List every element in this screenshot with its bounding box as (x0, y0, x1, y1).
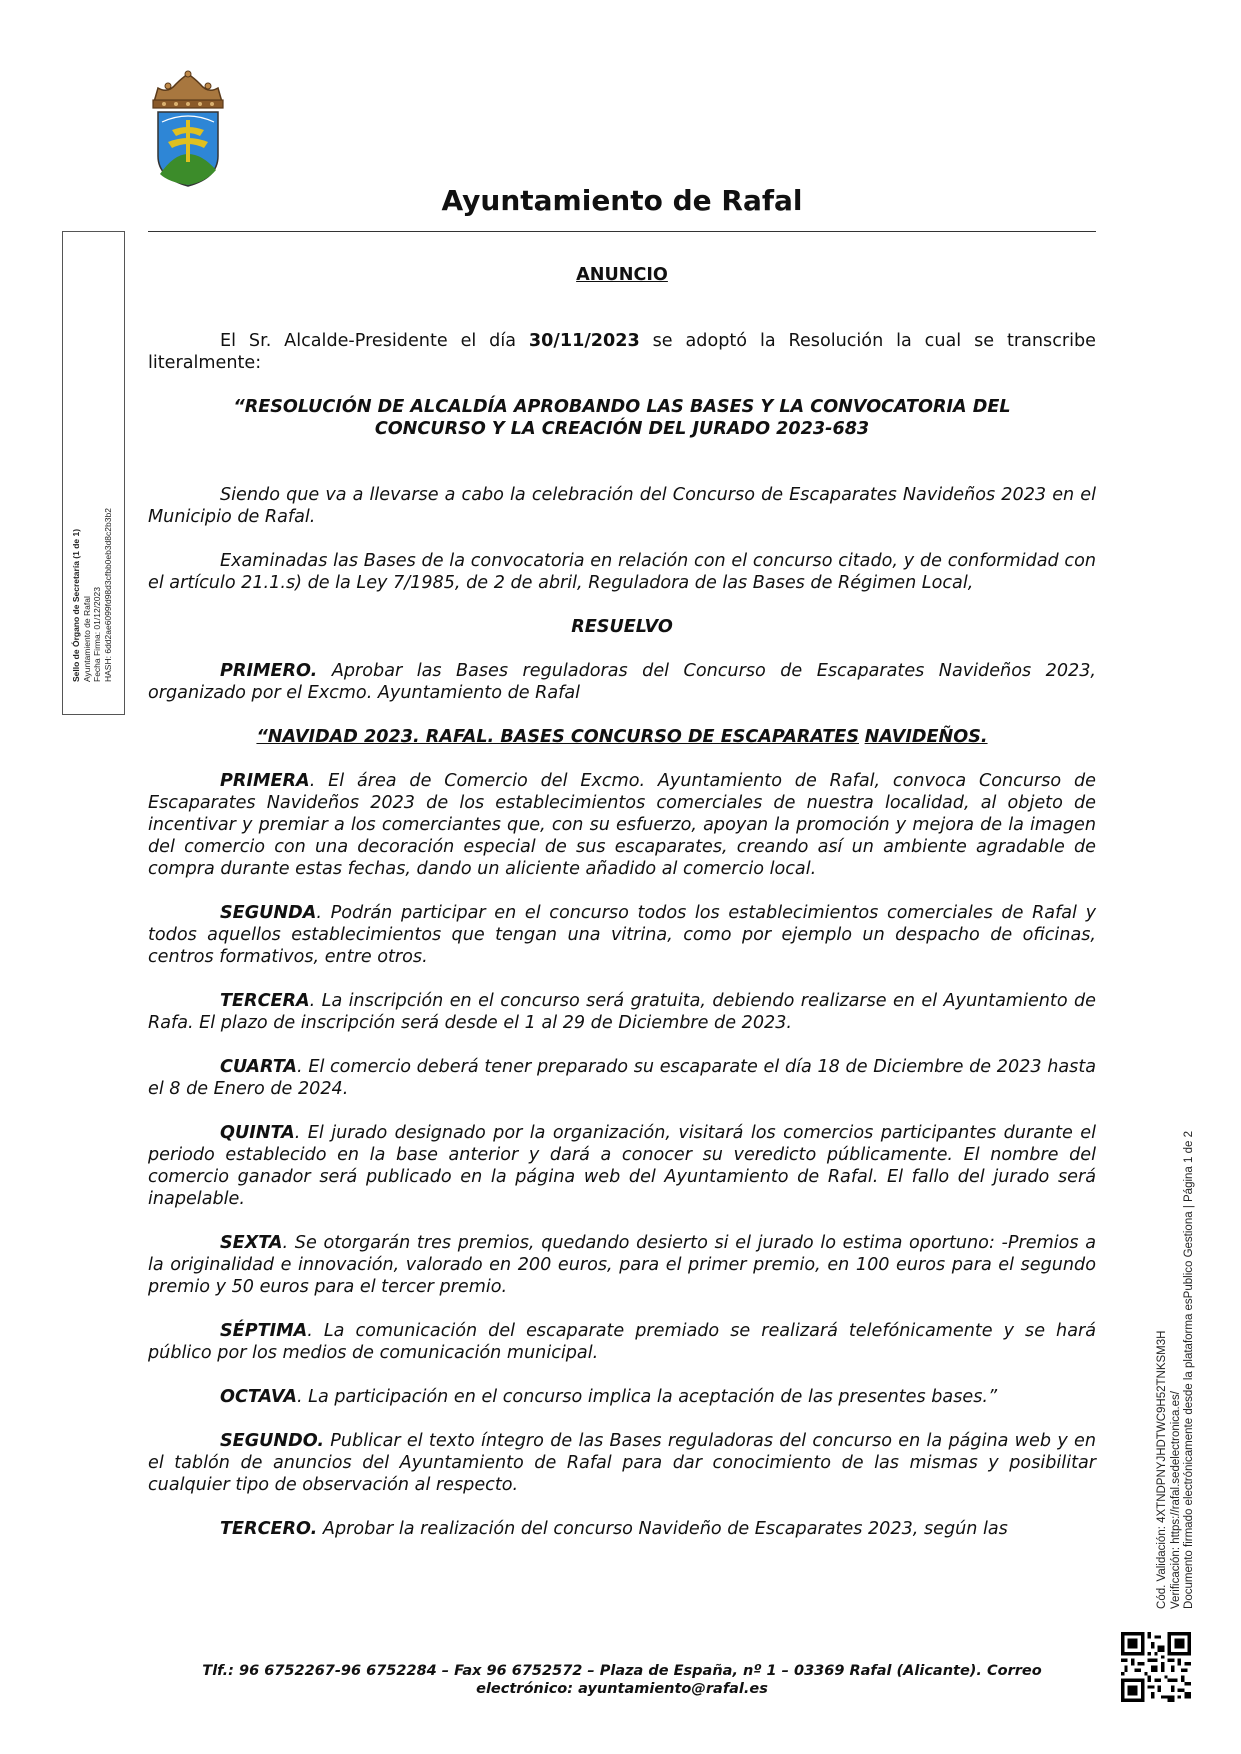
paragraph-tercero: TERCERO. Aprobar la realización del concurso Navideño de Escaparates 2023, según las (220, 1519, 1008, 1539)
verification-note: Documento firmado electrónicamente desde la plataforma esPublico Gestiona | Página 1 de 2 (1182, 1131, 1195, 1609)
verification-text (1156, 1131, 1197, 1609)
base-item: CUARTA. El comercio deberá tener preparado su escaparate el día 18 de Diciembre de 2023 hasta el 8 de Enero de 2024. (148, 1057, 1096, 1099)
intro-date: 30/11/2023 (528, 331, 640, 351)
secretary-seal-text (71, 262, 113, 682)
bases-title: “NAVIDAD 2023. RAFAL. BASES CONCURSO DE ESCAPARATES NAVIDEÑOS. (256, 727, 988, 747)
intro-paragraph: El Sr. Alcalde-Presidente el día 30/11/2023 se adoptó la Resolución la cual se transcribe literalmente: (148, 331, 1096, 373)
verification-code: Cód. Validación: 4XTNDPNYJHDTWC9H52TNKSM3H (1155, 1330, 1168, 1609)
crown-icon (153, 71, 223, 108)
document-body (148, 262, 1096, 1540)
base-item: PRIMERA. El área de Comercio del Excmo. Ayuntamiento de Rafal, convoca Concurso de Escaparates Navideños 2023 de los establecimientos comerciales de nuestra localidad, al objeto de incentivar y premiar a los comerciantes que, con su esfuerzo, apoyan la promoción y mejora de la imagen del comercio con una decoración especial de sus escaparates, creando así un ambiente agradable de compra durante estas fechas, dando un aliciente añadido al comercio local. (148, 771, 1096, 879)
page-title: Ayuntamiento de Rafal (441, 184, 803, 217)
base-item: TERCERA. La inscripción en el concurso será gratuita, debiendo realizarse en el Ayuntamiento de Rafa. El plazo de inscripción será desde el 1 al 29 de Diciembre de 2023. (148, 991, 1096, 1033)
base-item: OCTAVA. La participación en el concurso implica la aceptación de las presentes bases.” (220, 1387, 998, 1407)
resuelvo-heading: RESUELVO (571, 617, 673, 637)
qr-code-icon (1121, 1632, 1191, 1702)
verification-url: Verificación: https://rafal.sedelectronica.es/ (1169, 1391, 1182, 1609)
paragraph-primero: PRIMERO. Aprobar las Bases reguladoras del Concurso de Escaparates Navideños 2023, organizado por el Excmo. Ayuntamiento de Rafal (148, 661, 1096, 703)
paragraph-examinadas: Examinadas las Bases de la convocatoria en relación con el concurso citado, y de conformidad con el artículo 21.1.s) de la Ley 7/1985, de 2 de abril, Reguladora de las Bases de Régimen Local, (148, 551, 1096, 593)
coat-of-arms-logo (148, 70, 228, 188)
seal-line-3: Fecha Firma: 01/12/2023 (92, 587, 102, 682)
paragraph-siendo: Siendo que va a llevarse a cabo la celebración del Concurso de Escaparates Navideños 2023 en el Municipio de Rafal. (148, 485, 1096, 527)
header-divider (148, 231, 1096, 232)
footer-line-1: Tlf.: 96 6752267-96 6752284 – Fax 96 6752572 – Plaza de España, nº 1 – 03369 Rafal (Alicante). Correo (202, 1663, 1042, 1679)
seal-line-1: Sello de Órgano de Secretaría (1 de 1) (71, 528, 81, 682)
seal-line-2: Ayuntamiento de Rafal (81, 596, 92, 682)
shield-icon (158, 112, 218, 186)
base-item: QUINTA. El jurado designado por la organización, visitará los comercios participantes durante el periodo establecido en la base anterior y dará a conocer su veredicto públicamente. El nombre del comercio ganador será publicado en la página web del Ayuntamiento de Rafal. El fallo del jurado será inapelable. (148, 1123, 1096, 1209)
paragraph-segundo: SEGUNDO. Publicar el texto íntegro de las Bases reguladoras del concurso en la página web y en el tablón de anuncios del Ayuntamiento de Rafal para dar conocimiento de las mismas y posibilitar cualquier tipo de observación al respecto. (148, 1431, 1096, 1495)
footer-contact (148, 1662, 1096, 1698)
seal-line-4: HASH: 6dd2ae6099fd98d3cfbb0eb3d8c2b3b2 (102, 508, 113, 682)
resolution-title: “RESOLUCIÓN DE ALCALDÍA APROBANDO LAS BASES Y LA CONVOCATORIA DEL CONCURSO Y LA CREACIÓN DEL JURADO 2023-683 (233, 397, 1011, 439)
base-item: SEGUNDA. Podrán participar en el concurso todos los establecimientos comerciales de Rafal y todos aquellos establecimientos que tengan una vitrina, como por ejemplo un despacho de oficinas, centros formativos, entre otros. (148, 903, 1096, 967)
footer-line-2: electrónico: ayuntamiento@rafal.es (476, 1681, 768, 1697)
base-item: SÉPTIMA. La comunicación del escaparate premiado se realizará telefónicamente y se hará público por los medios de comunicación municipal. (148, 1321, 1096, 1363)
announcement-heading: ANUNCIO (576, 265, 668, 285)
base-item: SEXTA. Se otorgarán tres premios, quedando desierto si el jurado lo estima oportuno: -Premios a la originalidad e innovación, valorado en 200 euros, para el primer premio, en 100 euros para el segundo premio y 50 euros para el tercer premio. (148, 1233, 1096, 1297)
